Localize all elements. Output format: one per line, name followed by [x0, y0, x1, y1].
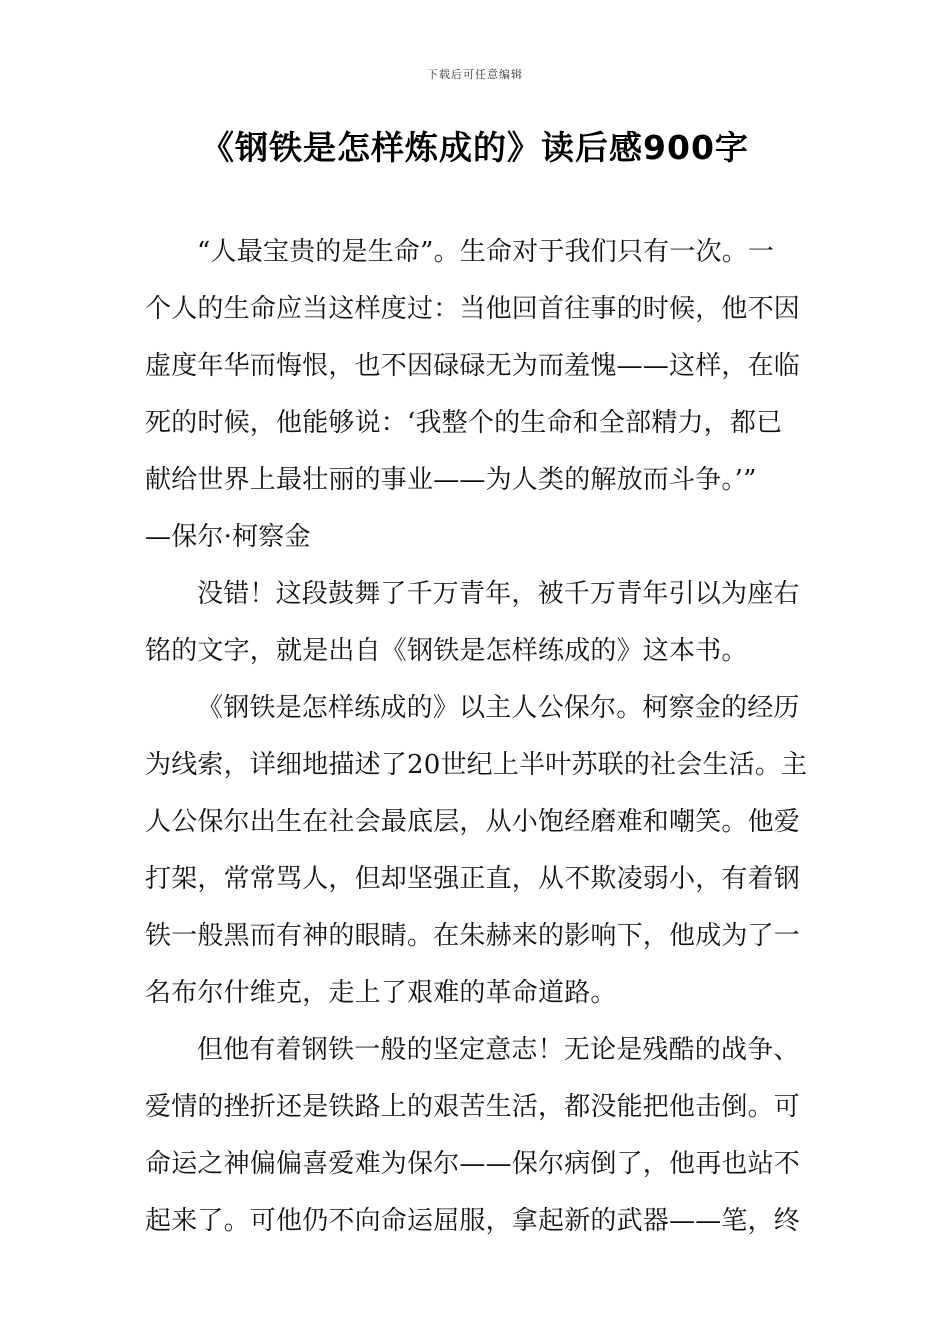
document-title: 《钢铁是怎样炼成的》读后感900字 [201, 128, 749, 167]
paragraph-line: 起来了。可他仍不向命运屈服，拿起新的武器——笔，终 [145, 1206, 801, 1236]
paragraph-line: 打架，常常骂人，但却坚强正直，从不欺凌弱小，有着钢 [145, 864, 801, 894]
paragraph-line: 为线索，详细地描述了20世纪上半叶苏联的社会生活。主 [145, 750, 808, 780]
paragraph-line: 《钢铁是怎样练成的》以主人公保尔。柯察金的经历 [197, 693, 800, 723]
paragraph [145, 680, 815, 1022]
paragraph [145, 566, 815, 680]
paragraph-line: 虚度年华而悔恨，也不因碌碌无为而羞愧——这样，在临 [145, 351, 801, 381]
document-body [145, 224, 815, 1250]
paragraph [145, 1022, 815, 1250]
paragraph-line: 爱情的挫折还是铁路上的艰苦生活，都没能把他击倒。可 [145, 1092, 801, 1122]
paragraph-line: 命运之神偏偏喜爱难为保尔——保尔病倒了，他再也站不 [145, 1149, 801, 1179]
paragraph-line: 献给世界上最壮丽的事业——为人类的解放而斗争。’” [145, 465, 757, 495]
paragraph-line: “人最宝贵的是生命”。生命对于我们只有一次。一 [197, 237, 775, 267]
paragraph-line: 死的时候，他能够说：‘我整个的生命和全部精力，都已 [145, 408, 783, 438]
paragraph-line: 铁一般黑而有神的眼睛。在朱赫来的影响下，他成为了一 [145, 921, 801, 951]
paragraph-line: 铭的文字，就是出自《钢铁是怎样练成的》这本书。 [145, 636, 748, 666]
paragraph-line: —保尔·柯察金 [145, 522, 311, 552]
header-note: 下载后可任意编辑 [427, 68, 523, 81]
paragraph-line: 人公保尔出生在社会最底层，从小饱经磨难和嘲笑。他爱 [145, 807, 801, 837]
paragraph-line: 名布尔什维克，走上了艰难的革命道路。 [145, 978, 617, 1008]
paragraph [145, 224, 815, 566]
paragraph-line: 但他有着钢铁一般的坚定意志！无论是残酷的战争、 [197, 1035, 800, 1065]
paragraph-line: 没错！这段鼓舞了千万青年，被千万青年引以为座右 [197, 579, 800, 609]
paragraph-line: 个人的生命应当这样度过：当他回首往事的时候，他不因 [145, 294, 801, 324]
